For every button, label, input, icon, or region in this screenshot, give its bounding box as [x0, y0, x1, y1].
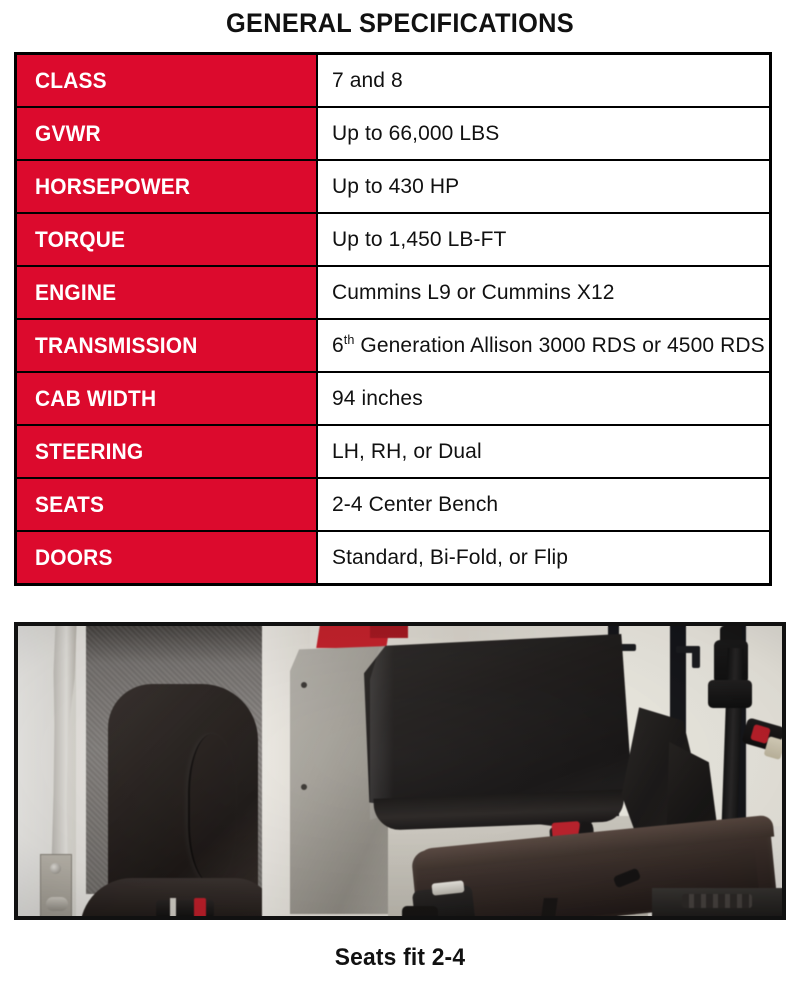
spec-label-text: ENGINE: [35, 280, 117, 305]
spec-value-seats: [317, 478, 771, 531]
table-row: [16, 425, 771, 478]
spec-value-engine: [317, 266, 771, 319]
spec-value-text: 2-4 Center Bench: [332, 493, 499, 516]
spec-label-cab-width: [16, 372, 318, 425]
table-row: [16, 107, 771, 160]
transmission-rest: Generation Allison 3000 RDS or 4500 RDS: [354, 334, 765, 357]
seatbelt-release-button: [194, 898, 206, 916]
photo-stage: [18, 626, 782, 916]
spec-label-class: [16, 54, 318, 108]
red-trim-accent: [370, 626, 408, 638]
partition-fastener: [301, 784, 307, 790]
spec-value-text: 7 and 8: [332, 69, 403, 92]
striker-bolt: [46, 897, 68, 911]
table-row: [16, 531, 771, 585]
spec-value-text: Up to 1,450 LB-FT: [332, 228, 507, 251]
general-specifications-table: [14, 52, 772, 586]
spec-value-text: 94 inches: [332, 387, 423, 410]
seatbelt-buckle: [402, 906, 438, 916]
cab-interior-photo: [14, 622, 786, 920]
spec-value-steering: [317, 425, 771, 478]
spec-label-text: GVWR: [35, 121, 101, 146]
partition-fastener: [301, 682, 307, 688]
spec-label-text: CLASS: [35, 68, 107, 93]
spec-value-text: LH, RH, or Dual: [332, 440, 482, 463]
spec-table-body: [16, 54, 771, 585]
transmission-lead: 6: [332, 334, 344, 357]
spec-label-transmission: [16, 319, 318, 372]
spec-label-torque: [16, 213, 318, 266]
spec-label-doors: [16, 531, 318, 585]
spec-value-text: Standard, Bi-Fold, or Flip: [332, 546, 569, 569]
spec-label-gvwr: [16, 107, 318, 160]
spec-value-torque: [317, 213, 771, 266]
spec-label-steering: [16, 425, 318, 478]
spec-value-text: Cummins L9 or Cummins X12: [332, 281, 615, 304]
table-row: [16, 213, 771, 266]
spec-value-text-transmission: [332, 331, 765, 360]
transmission-ordinal-suffix: th: [343, 333, 355, 347]
seatbelt-hardware: [170, 898, 176, 916]
spec-label-text: CAB WIDTH: [35, 386, 157, 411]
spec-label-engine: [16, 266, 318, 319]
table-row: [16, 478, 771, 531]
spec-value-transmission: [317, 319, 771, 372]
table-row: [16, 160, 771, 213]
spec-value-doors: [317, 531, 771, 585]
spec-value-text: Up to 66,000 LBS: [332, 122, 500, 145]
latch-hook: [692, 646, 700, 668]
page-title: GENERAL SPECIFICATIONS: [226, 8, 574, 38]
floor-hardware: [682, 894, 752, 908]
spec-value-class: [317, 54, 771, 108]
spec-value-gvwr: [317, 107, 771, 160]
spec-label-horsepower: [16, 160, 318, 213]
spec-label-text: SEATS: [35, 492, 105, 517]
table-row: [16, 372, 771, 425]
door-striker-plate: [40, 854, 72, 916]
seat-crease: [188, 734, 236, 884]
spec-label-text: TRANSMISSION: [35, 333, 198, 358]
spec-value-cab-width: [317, 372, 771, 425]
seatbelt-guide: [708, 680, 752, 708]
table-row: [16, 266, 771, 319]
spec-label-text: TORQUE: [35, 227, 126, 252]
spec-label-seats: [16, 478, 318, 531]
seat-support-leg: [540, 898, 558, 916]
spec-value-horsepower: [317, 160, 771, 213]
driver-seat-back: [108, 684, 258, 904]
photo-caption: Seats fit 2-4: [334, 944, 466, 971]
table-row: [16, 319, 771, 372]
spec-label-text: DOORS: [35, 545, 113, 570]
striker-screw: [50, 863, 61, 874]
spec-value-text: Up to 430 HP: [332, 175, 460, 198]
spec-label-text: HORSEPOWER: [35, 174, 191, 199]
table-row: [16, 54, 771, 108]
spec-label-text: STEERING: [35, 439, 144, 464]
